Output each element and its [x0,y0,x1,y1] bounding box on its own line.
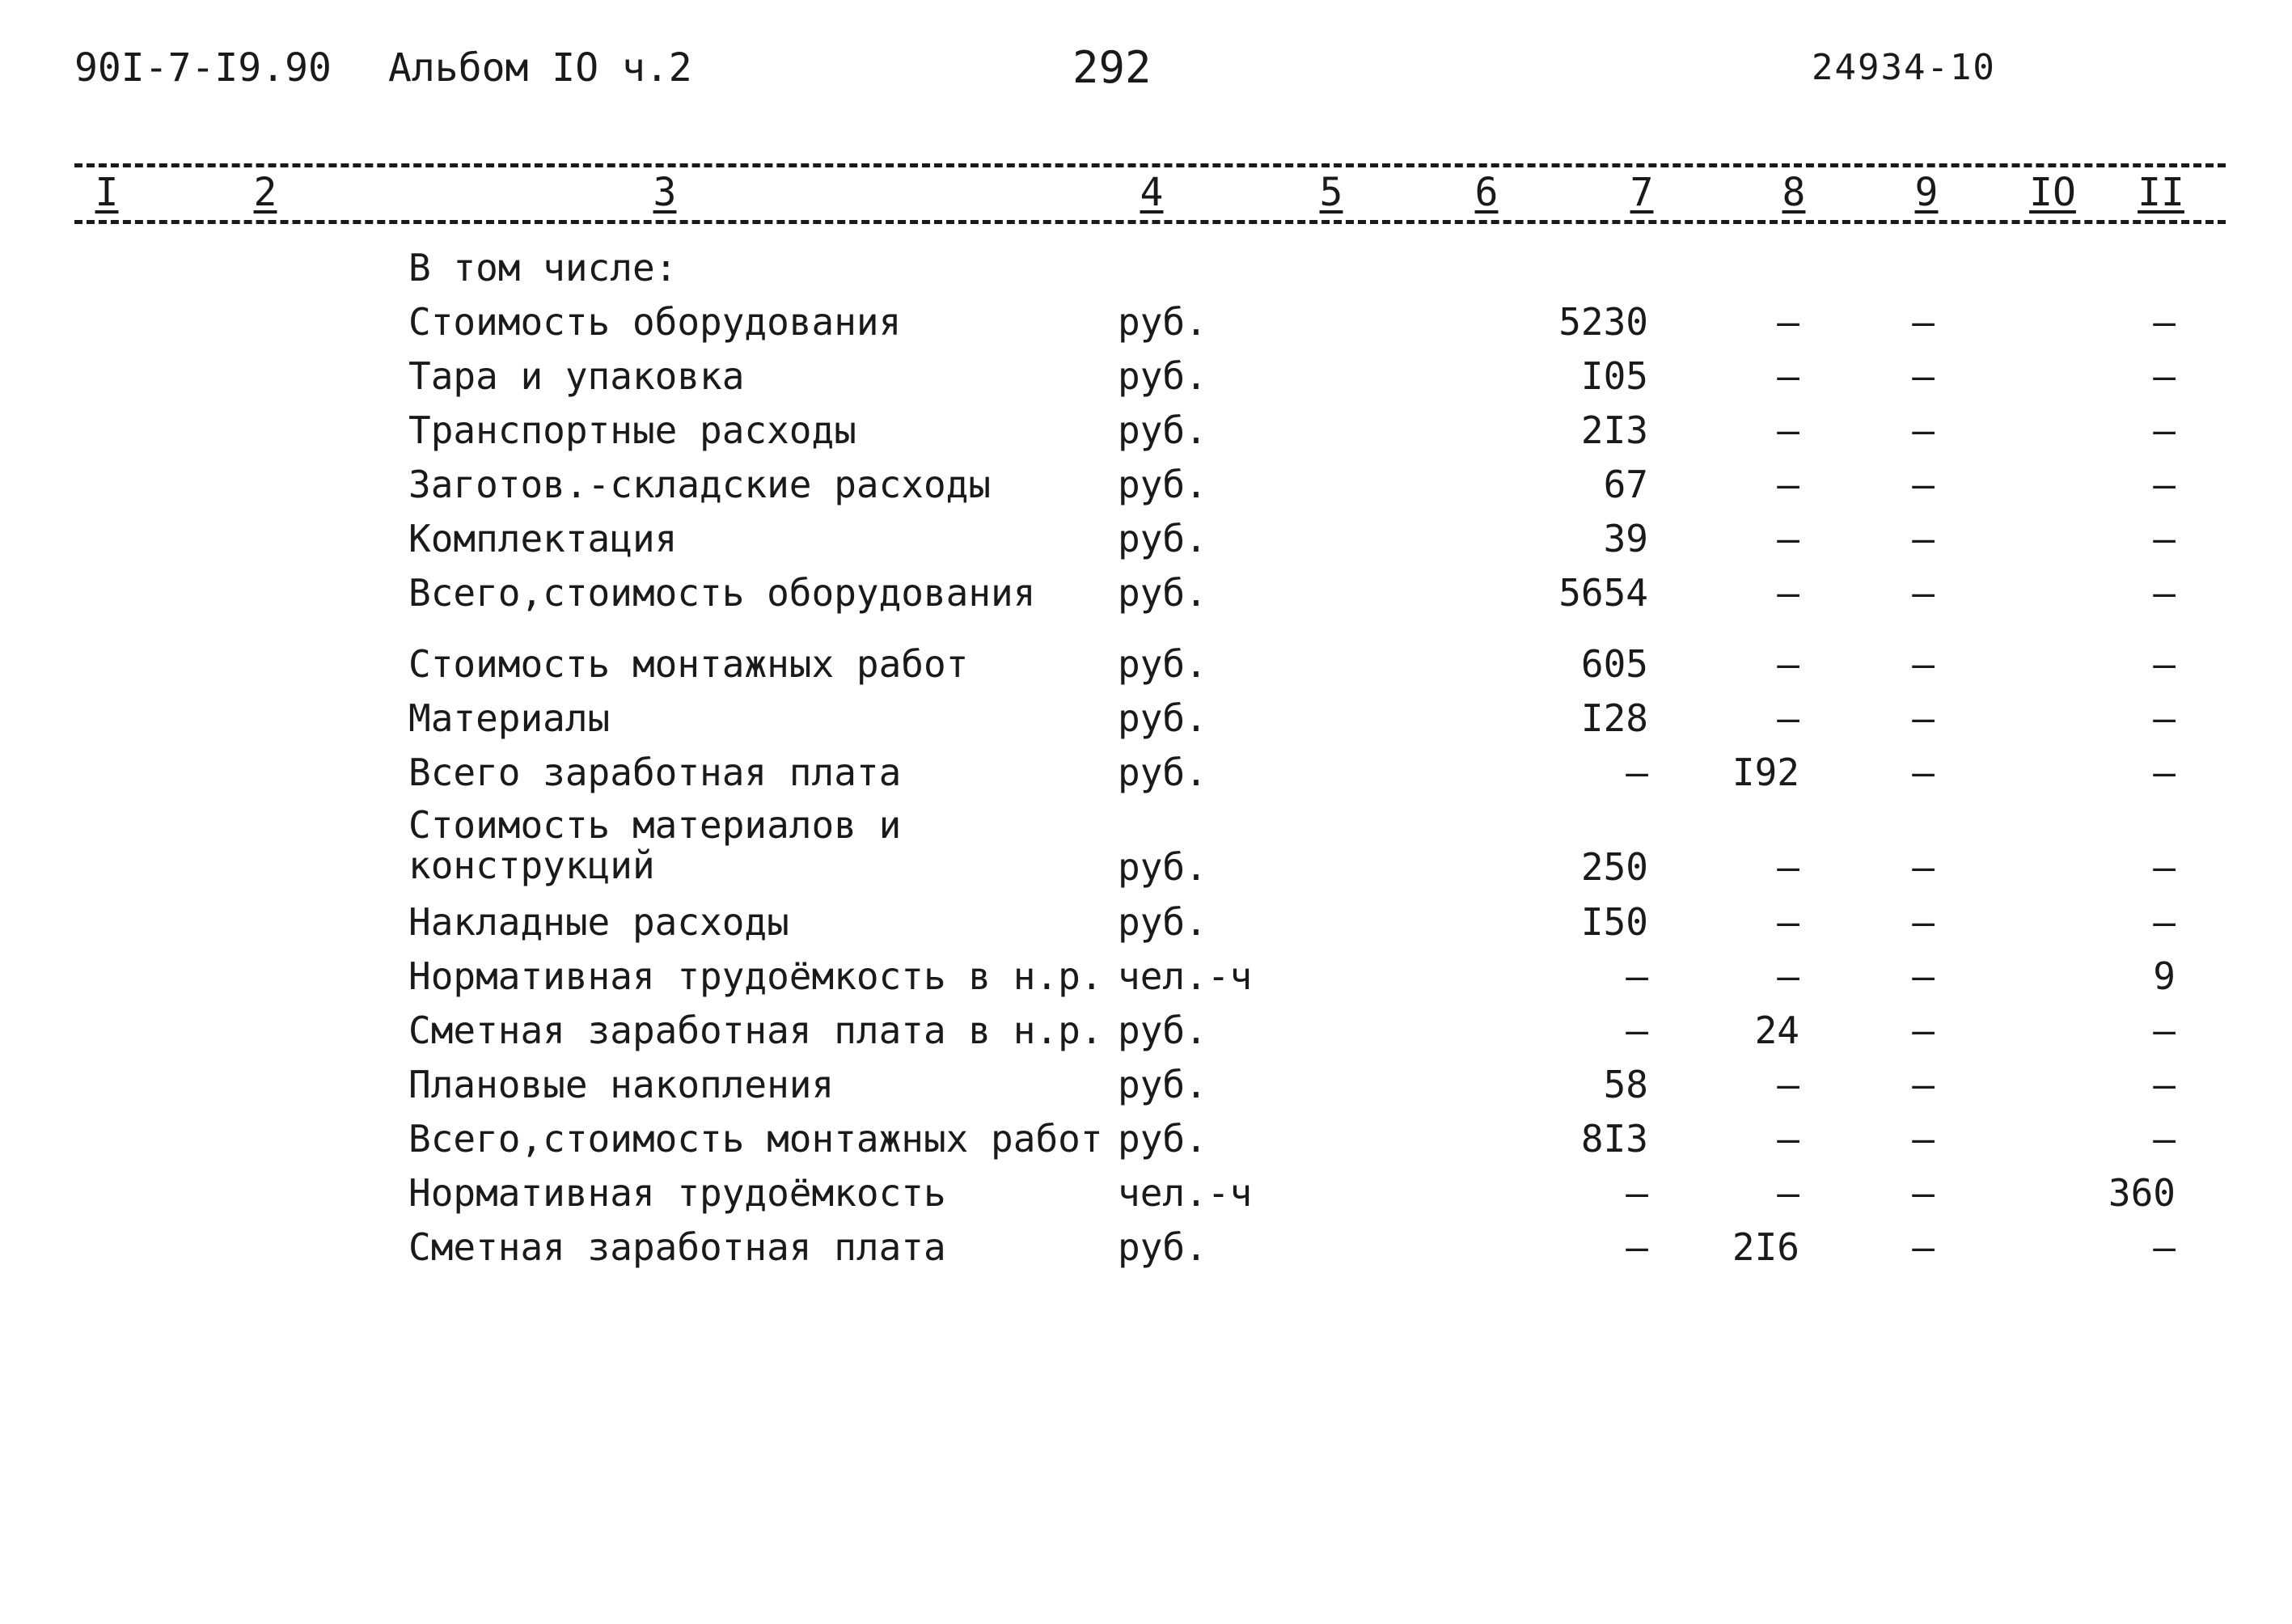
row-unit: руб. [1118,696,1207,740]
col8-value: 2I6 [1732,1225,1799,1269]
col9-value: – [1912,954,1935,998]
row-unit: руб. [1118,408,1207,452]
col8-value: – [1777,300,1799,344]
table-row [0,801,2292,897]
col7-value: 58 [1603,1063,1648,1106]
column-number: 4 [1140,170,1164,215]
row-unit: руб. [1118,354,1207,398]
row-unit: руб. [1118,300,1207,344]
header-rule-bottom [74,220,2226,224]
col11-value: – [2153,571,2176,615]
row-label: Сметная заработная плата в н.р. [408,1009,1103,1052]
col7-value: – [1626,1009,1648,1052]
column-number: 5 [1319,170,1343,215]
col7-value: – [1626,1225,1648,1269]
col8-value: 24 [1754,1009,1799,1052]
col11-value: – [2153,1225,2176,1269]
col9-value: – [1912,696,1935,740]
col8-value: – [1777,696,1799,740]
col11-value: – [2153,354,2176,398]
col7-value: I28 [1580,696,1648,740]
row-label: В том числе: [408,246,678,290]
col9-value: – [1912,1171,1935,1215]
row-label: Нормативная трудоёмкость [408,1171,946,1215]
col11-value: – [2153,1009,2176,1052]
col9-value: – [1912,463,1935,506]
col9-value: – [1912,408,1935,452]
column-number: I [95,170,119,215]
row-label: Тара и упаковка [408,354,745,398]
col9-value: – [1912,354,1935,398]
row-label: Транспортные расходы [408,408,856,452]
column-number: IO [2029,170,2076,215]
row-label: Стоимость материалов и конструкций [408,803,902,887]
col7-value: – [1626,954,1648,998]
table-row [0,243,2292,297]
column-number: 6 [1474,170,1499,215]
col9-value: – [1912,517,1935,560]
row-unit: руб. [1118,571,1207,615]
col8-value: – [1777,571,1799,615]
col11-value: – [2153,642,2176,686]
col7-value: – [1626,1171,1648,1215]
col11-value: – [2153,751,2176,794]
table-row [0,693,2292,747]
col8-value: – [1777,1063,1799,1106]
col7-value: 250 [1580,845,1648,889]
col7-value: 8I3 [1580,1117,1648,1161]
row-unit: чел.-ч [1118,1171,1253,1215]
col7-value: 2I3 [1580,408,1648,452]
row-unit: руб. [1118,642,1207,686]
column-number: II [2138,170,2184,215]
col9-value: – [1912,642,1935,686]
col9-value: – [1912,300,1935,344]
col9-value: – [1912,900,1935,944]
col7-value: 5654 [1558,571,1648,615]
table-row [0,1168,2292,1222]
col7-value: 39 [1603,517,1648,560]
row-unit: руб. [1118,1063,1207,1106]
row-label: Стоимость оборудования [408,300,902,344]
table-row [0,639,2292,693]
row-unit: руб. [1118,900,1207,944]
col7-value: I05 [1580,354,1648,398]
series-number: 90I-7-I9.90 [74,45,332,91]
row-label: Накладные расходы [408,900,789,944]
column-number: 2 [253,170,277,215]
row-unit: руб. [1118,1117,1207,1161]
album-label: Альбом IO ч.2 [388,45,692,91]
col8-value: – [1777,354,1799,398]
table-row [0,951,2292,1005]
col8-value: – [1777,900,1799,944]
col8-value: – [1777,1117,1799,1161]
column-number-row [0,167,2292,218]
row-label: Нормативная трудоёмкость в н.р. [408,954,1103,998]
column-number: 8 [1782,170,1806,215]
col9-value: – [1912,1009,1935,1052]
row-label: Заготов.-складские расходы [408,463,992,506]
row-unit: руб. [1118,1009,1207,1052]
table-row [0,1114,2292,1168]
table-row [0,568,2292,639]
col8-value: – [1777,408,1799,452]
col11-value: – [2153,463,2176,506]
col8-value: – [1777,845,1799,889]
table-row [0,514,2292,568]
column-number: 7 [1630,170,1654,215]
row-unit: руб. [1118,1225,1207,1269]
row-label: Комплектация [408,517,678,560]
row-label: Плановые накопления [408,1063,835,1106]
table-row [0,897,2292,951]
col9-value: – [1912,571,1935,615]
col11-value: 360 [2108,1171,2176,1215]
document-code: 24934-10 [1812,47,1996,88]
column-number: 3 [653,170,677,215]
col11-value: – [2153,408,2176,452]
row-label: Материалы [408,696,611,740]
table-row [0,297,2292,351]
row-label: Всего,стоимость оборудования [408,571,1036,615]
row-unit: руб. [1118,517,1207,560]
row-unit: руб. [1118,463,1207,506]
col7-value: 67 [1603,463,1648,506]
col8-value: – [1777,517,1799,560]
col11-value: – [2153,1117,2176,1161]
col9-value: – [1912,845,1935,889]
col7-value: 605 [1580,642,1648,686]
col8-value: – [1777,642,1799,686]
col9-value: – [1912,751,1935,794]
col7-value: 5230 [1558,300,1648,344]
col11-value: – [2153,845,2176,889]
table-row [0,405,2292,459]
col11-value: – [2153,300,2176,344]
cost-table [0,243,2292,1276]
col7-value: I50 [1580,900,1648,944]
page-number: 292 [1072,42,1152,93]
column-number: 9 [1914,170,1939,215]
col9-value: – [1912,1117,1935,1161]
row-unit: руб. [1118,751,1207,794]
table-row [0,459,2292,514]
col11-value: – [2153,900,2176,944]
row-label: Всего заработная плата [408,751,902,794]
row-label: Стоимость монтажных работ [408,642,969,686]
col11-value: – [2153,696,2176,740]
table-row [0,1005,2292,1059]
col11-value: – [2153,1063,2176,1106]
col8-value: – [1777,463,1799,506]
col11-value: 9 [2153,954,2176,998]
col8-value: – [1777,954,1799,998]
row-label: Всего,стоимость монтажных работ [408,1117,1103,1161]
row-label: Сметная заработная плата [408,1225,946,1269]
table-row [0,1059,2292,1114]
table-row [0,747,2292,801]
row-unit: чел.-ч [1118,954,1253,998]
col8-value: I92 [1732,751,1799,794]
col9-value: – [1912,1225,1935,1269]
col7-value: – [1626,751,1648,794]
row-unit: руб. [1118,845,1207,889]
table-row [0,351,2292,405]
table-row [0,1222,2292,1276]
col9-value: – [1912,1063,1935,1106]
col11-value: – [2153,517,2176,560]
col8-value: – [1777,1171,1799,1215]
